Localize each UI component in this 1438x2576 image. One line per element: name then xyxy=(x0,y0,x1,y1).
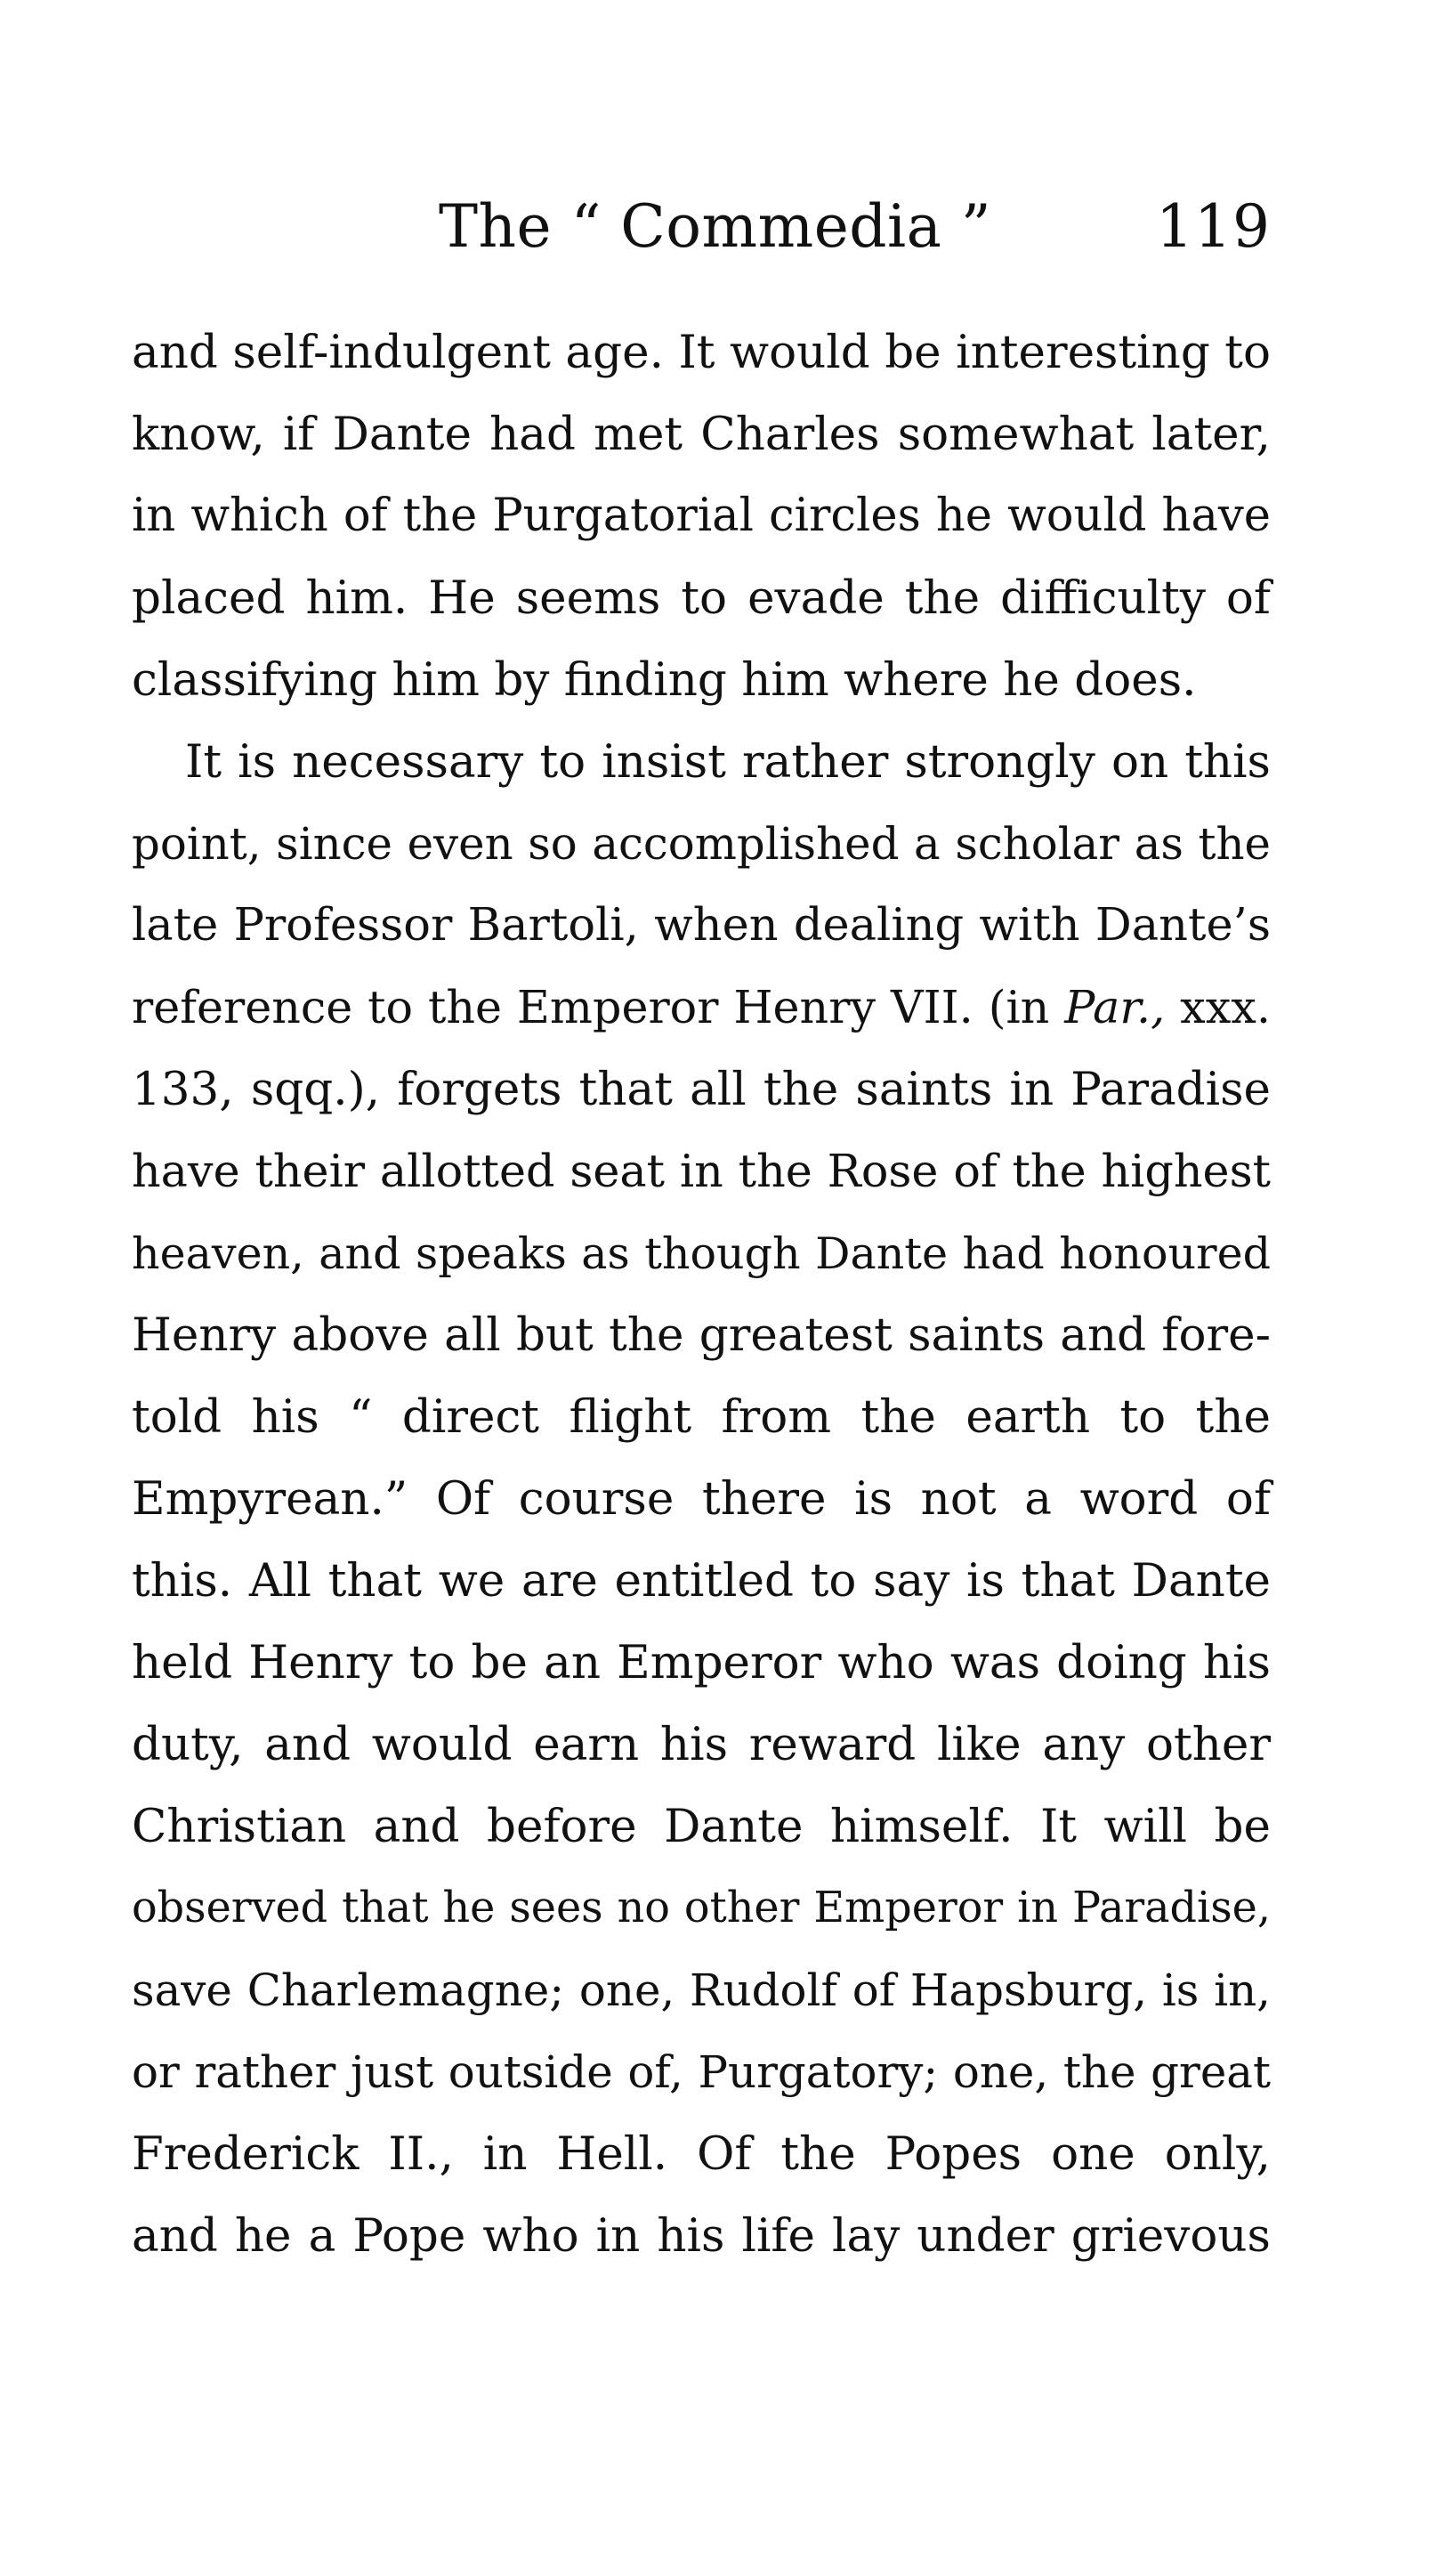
running-title: The “ Commedia ” xyxy=(439,192,992,261)
text-line: save Charlemagne; one, Rudolf of Hapsburg, is in, xyxy=(132,1964,1271,2016)
text-line: told his “ direct flight from the earth to the xyxy=(132,1390,1271,1444)
text-line: know, if Dante had met Charles somewhat later, xyxy=(132,408,1271,461)
text-line: It is necessary to insist rather strongly on this xyxy=(185,735,1271,789)
text-line: have their allotted seat in the Rose of the highest xyxy=(132,1145,1271,1197)
text-segment: reference to the Emperor Henry VII. (in xyxy=(132,981,1065,1033)
text-line: Frederick II., in Hell. Of the Popes one only, xyxy=(132,2127,1271,2181)
text-line: heaven, and speaks as though Dante had honoured xyxy=(132,1227,1271,1279)
italic-citation: Par., xyxy=(1064,981,1166,1033)
text-line: Henry above all but the greatest saints and fore- xyxy=(132,1308,1271,1362)
text-line: placed him. He seems to evade the difficulty of xyxy=(132,571,1271,625)
running-head xyxy=(132,187,1271,267)
page-number: 119 xyxy=(1156,192,1271,261)
text-line: and he a Pope who in his life lay under grievous xyxy=(132,2209,1271,2263)
text-line: point, since even so accomplished a scholar as the xyxy=(132,818,1271,870)
text-line: duty, and would earn his reward like any other xyxy=(132,1718,1271,1771)
body-text xyxy=(132,312,1271,2277)
text-line: or rather just outside of, Purgatory; one, the great xyxy=(132,2046,1271,2098)
text-line: 133, sqq.), forgets that all the saints in Paradise xyxy=(132,1063,1271,1116)
text-line: held Henry to be an Emperor who was doing his xyxy=(132,1636,1271,1689)
text-line: and self-indulgent age. It would be interesting to xyxy=(132,326,1271,379)
text-line: Empyrean.” Of course there is not a word of xyxy=(132,1472,1271,1526)
text-line: in which of the Purgatorial circles he would have xyxy=(132,490,1271,542)
text-line xyxy=(132,967,1271,1049)
text-line: observed that he sees no other Emperor in Paradise, xyxy=(132,1883,1271,1932)
text-line: Christian and before Dante himself. It will be xyxy=(132,1800,1271,1853)
text-line: this. All that we are entitled to say is that Dante xyxy=(132,1554,1271,1608)
text-segment: xxx. xyxy=(1165,981,1272,1033)
text-line: classifying him by finding him where he does. xyxy=(132,653,1197,707)
text-line: late Professor Bartoli, when dealing with Dante’s xyxy=(132,899,1271,952)
